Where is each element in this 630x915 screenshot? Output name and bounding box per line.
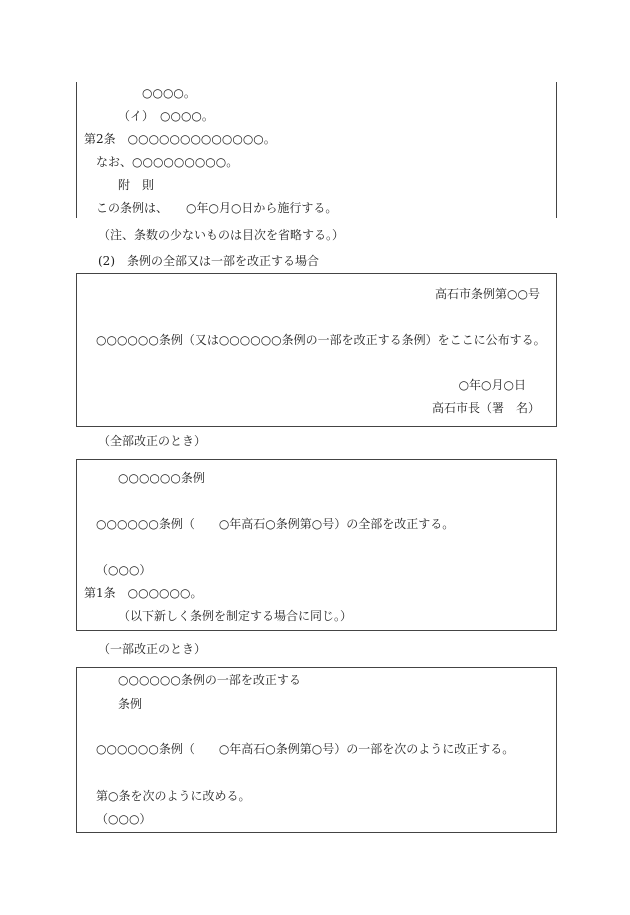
section-2-heading: (2) 条例の全部又は一部を改正する場合 — [98, 254, 319, 268]
partial-revision-title-line-1: ○○○○○○条例の一部を改正する — [118, 673, 301, 687]
abbreviation-note: （注、条数の少ないものは目次を省略する。） — [98, 228, 345, 242]
continued-line-2: （イ） ○○○○。 — [118, 109, 214, 123]
supplementary-provisions-heading: 附 則 — [118, 178, 155, 192]
full-revision-statement: ○○○○○○条例（ ○年高石○条例第○号）の全部を改正する。 — [96, 517, 455, 531]
continued-line-1: ○○○○。 — [142, 86, 196, 100]
partial-revision-amendment: 第○条を次のように改める。 — [96, 789, 251, 803]
continued-frame-right-border — [556, 82, 557, 218]
full-revision-article-1: 第1条 ○○○○○○。 — [84, 586, 203, 600]
partial-revision-title-line-2: 条例 — [118, 697, 143, 711]
proclamation-date: ○年○月○日 — [458, 378, 526, 392]
continued-frame-left-border — [76, 82, 77, 218]
mayor-signature: 高石市長（署 名） — [431, 401, 540, 415]
partial-revision-label: （一部改正のとき） — [98, 642, 207, 656]
full-revision-label: （全部改正のとき） — [98, 434, 207, 448]
full-revision-note: （以下新しく条例を制定する場合に同じ。） — [118, 609, 353, 623]
ordinance-number: 高石市条例第○○号 — [435, 287, 540, 301]
full-revision-title: ○○○○○○条例 — [118, 471, 205, 485]
partial-revision-caption: （○○○） — [96, 812, 152, 826]
partial-revision-statement: ○○○○○○条例（ ○年高石○条例第○号）の一部を次のように改正する。 — [96, 742, 515, 756]
full-revision-caption: （○○○） — [96, 563, 152, 577]
proclamation-text: ○○○○○○条例（又は○○○○○○条例の一部を改正する条例）をここに公布する。 — [96, 333, 546, 347]
continued-line-naoo: なお、○○○○○○○○○。 — [96, 155, 239, 169]
enforcement-clause: この条例は、 ○年○月○日から施行する。 — [96, 201, 338, 215]
continued-article-2: 第2条 ○○○○○○○○○○○○○。 — [84, 132, 276, 146]
